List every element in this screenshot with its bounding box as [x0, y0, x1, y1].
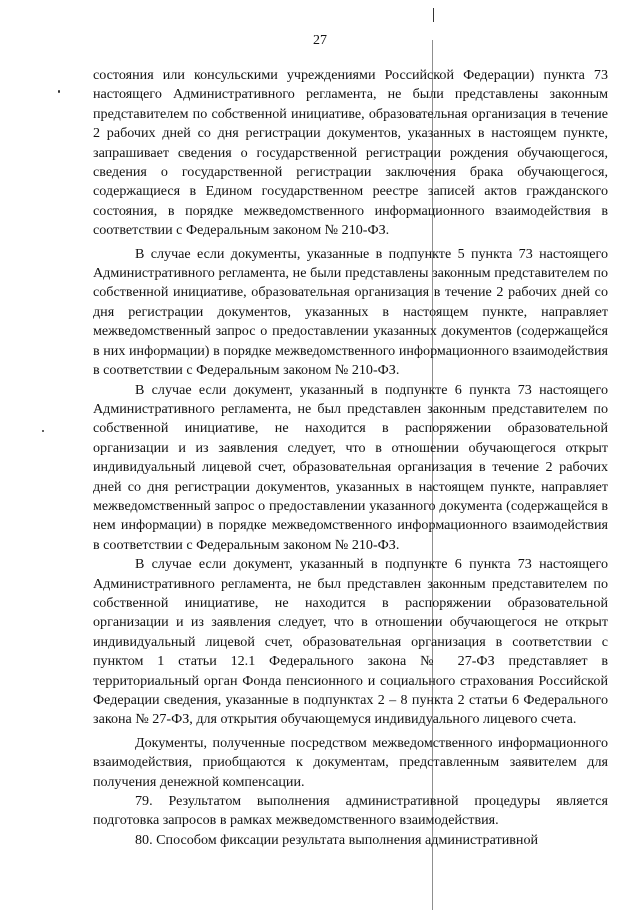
scan-mark [433, 8, 434, 22]
scan-speck [58, 90, 60, 93]
paragraph: В случае если документ, указанный в подпункте 6 пункта 73 настоящего Административного регламента, не был представлен законным представителем по собственной инициативе, не находится в распоряжении образовательной организации и из заявления следует, что в отношении обучающегося открыт индивидуальный лицевой счет, образовательная организация в течение 2 рабочих дней со дня регистрации документов, указанных в настоящем пункте, направляет межведомственный запрос о предоставлении указанного документа (содержащейся в нем информации) в порядке межведомственного информационного взаимодействия в соответствии с Федеральным законом № 210-ФЗ. [93, 381, 608, 553]
paragraph-item-79: 79. Результатом выполнения административной процедуры является подготовка запросов в рамках межведомственного взаимодействия. [93, 793, 608, 829]
document-body [93, 66, 608, 850]
paragraph-item-80: 80. Способом фиксации результата выполнения административной [135, 831, 539, 848]
paragraph: В случае если документ, указанный в подпункте 6 пункта 73 настоящего Административного регламента, не был представлен законным представителем по собственной инициативе, не находится в распоряжении образовательной организации и из заявления следует, что в отношении обучающегося не открыт индивидуальный лицевой счет, образовательная организация в соответствии с пунктом 1 статьи 12.1 Федерального закона № 27-ФЗ представляет в территориальный орган Фонда пенсионного и социального страхования Российской Федерации сведения, указанные в подпунктах 2 – 8 пункта 2 статьи 6 Федерального закона № 27-ФЗ, для открытия обучающемуся индивидуального лицевого счета. [93, 556, 608, 728]
paragraph: В случае если документы, указанные в подпункте 5 пункта 73 настоящего Административного регламента, не были представлены законным представителем по собственной инициативе, образовательная организация в течение 2 рабочих дней со дня регистрации документов, указанных в настоящем пункте, направляет межведомственный запрос о предоставлении указанных документов (содержащейся в них информации) в порядке межведомственного информационного взаимодействия в соответствии с Федеральным законом № 210-ФЗ. [93, 245, 608, 379]
page-number: 27 [313, 33, 327, 48]
paragraph-continuation: состояния или консульскими учреждениями Российской Федерации) пункта 73 настоящего Административного регламента, не были представлены законным представителем по собственной инициативе, образовательная организация в течение 2 рабочих дней со дня регистрации документов, указанных в настоящем пункте, запрашивает сведения о государственной регистрации рождения обучающегося, сведения о государственной регистрации заключения брака обучающегося, содержащиеся в Едином государственном реестре записей актов гражданского состояния, в порядке межведомственного информационного взаимодействия в соответствии с Федеральным законом № 210-ФЗ. [93, 67, 608, 239]
paragraph: Документы, полученные посредством межведомственного информационного взаимодействия, приобщаются к документам, представленным заявителем для получения денежной компенсации. [93, 734, 608, 790]
scan-speck [42, 430, 44, 432]
